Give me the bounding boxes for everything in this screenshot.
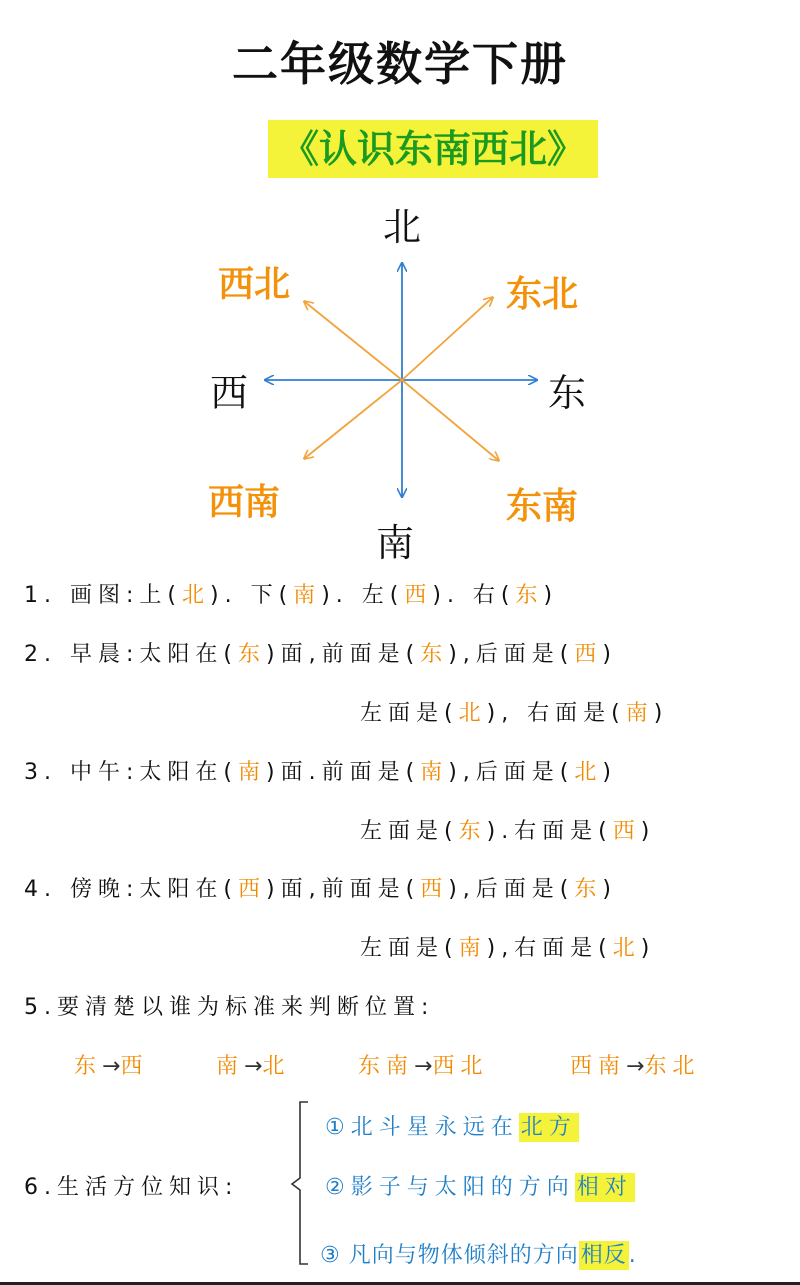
arrow-right-icon: → [244, 1054, 263, 1079]
answer: 北 [574, 760, 603, 785]
label-northeast: 东北 [506, 274, 579, 315]
opposite-pair: 东南→西北 [358, 1054, 489, 1079]
item-1-label: 1. 画图: [24, 583, 140, 608]
label-west: 西 [210, 371, 249, 415]
answer: 西 [574, 642, 603, 667]
tip-1: ①北斗星永远在北方 [325, 1115, 577, 1140]
item-1: 1. 画图:上(北). 下(南). 左(西). 右(东) [24, 583, 559, 608]
answer: 南 [420, 760, 449, 785]
answer: 南 [238, 760, 267, 785]
lesson-subtitle: 《认识东南西北》 [268, 120, 598, 178]
arrow-southwest [305, 380, 402, 458]
tip-2: ②影子与太阳的方向相对 [325, 1175, 633, 1200]
arrow-right-icon: → [102, 1054, 121, 1079]
item-2: 2. 早晨:太阳在(东)面,前面是(东),后面是(西) [24, 642, 617, 667]
label-southwest: 西南 [208, 482, 281, 523]
arrow-northwest [305, 302, 402, 380]
answer: 北 [182, 583, 211, 608]
answer: 西 [238, 877, 267, 902]
highlight: 相对 [576, 1175, 633, 1200]
page-title: 二年级数学下册 [232, 37, 568, 91]
item-2-label: 2. 早晨: [24, 642, 140, 667]
answer: 北 [612, 936, 641, 961]
opposite-pair: 东→西 [74, 1054, 149, 1079]
item-4-continued: 左面是(南),右面是(北) [360, 936, 656, 961]
label-northwest: 西北 [218, 264, 291, 305]
answer: 东 [515, 583, 544, 608]
answer: 东 [238, 642, 267, 667]
arrow-southeast [402, 380, 498, 460]
label-southeast: 东南 [506, 486, 579, 527]
highlight: 北方 [520, 1115, 577, 1140]
tip-3: ③ 凡向与物体倾斜的方向相反. [320, 1243, 637, 1268]
item-2-continued: 左面是(北), 右面是(南) [360, 701, 669, 726]
answer: 西 [404, 583, 433, 608]
answer: 东 [574, 877, 603, 902]
brace-icon [290, 1100, 314, 1268]
arrow-right-icon: → [414, 1054, 433, 1079]
label-south: 南 [376, 521, 415, 565]
item-4: 4. 傍晚:太阳在(西)面,前面是(西),后面是(东) [24, 877, 617, 902]
item-3-continued: 左面是(东).右面是(西) [360, 819, 656, 844]
item-3-label: 3. 中午: [24, 760, 140, 785]
opposite-pair: 西南→东北 [570, 1054, 701, 1079]
label-north: 北 [383, 205, 422, 249]
answer: 南 [458, 936, 487, 961]
item-5-label: 5.要清楚以谁为标准来判断位置: [24, 995, 435, 1020]
arrow-right-icon: → [626, 1054, 645, 1079]
answer: 东 [458, 819, 487, 844]
opposite-pair: 南→北 [216, 1054, 291, 1079]
item-3: 3. 中午:太阳在(南)面.前面是(南),后面是(北) [24, 760, 617, 785]
label-east: 东 [548, 371, 587, 415]
answer: 西 [420, 877, 449, 902]
arrow-northeast [402, 298, 492, 380]
answer: 南 [625, 701, 654, 726]
answer: 西 [612, 819, 641, 844]
answer: 东 [420, 642, 449, 667]
item-6-label: 6.生活方位知识: [24, 1175, 239, 1200]
highlight: 相反 [580, 1243, 627, 1268]
answer: 南 [293, 583, 322, 608]
item-4-label: 4. 傍晚: [24, 877, 140, 902]
answer: 北 [458, 701, 487, 726]
